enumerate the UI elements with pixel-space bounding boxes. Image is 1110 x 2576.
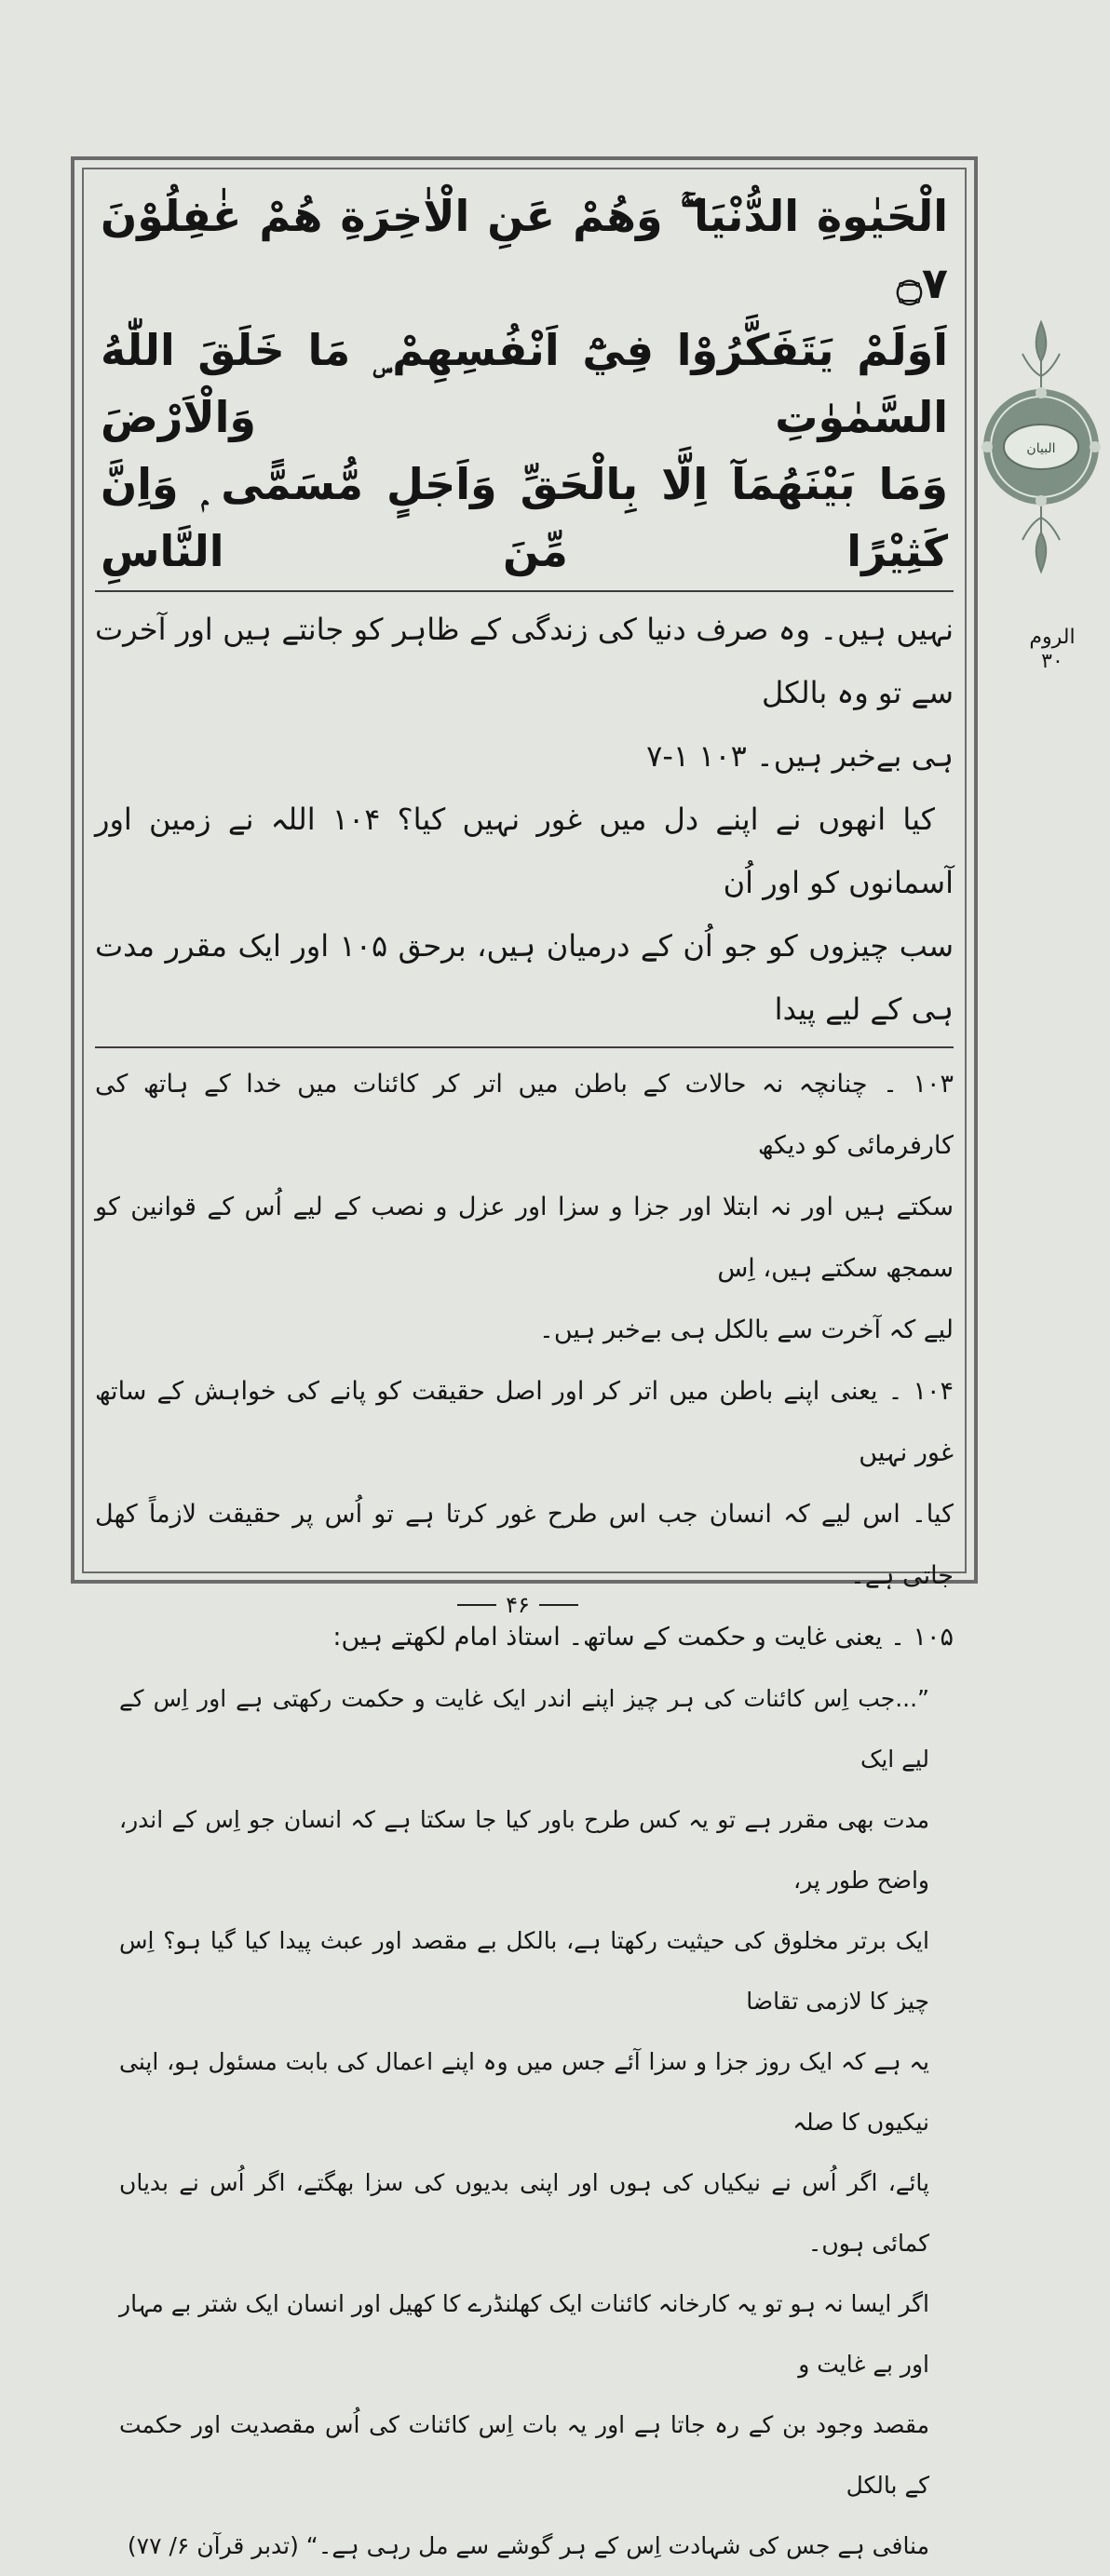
translation-line: سب چیزوں کو جو اُن کے درمیان ہیں، برحق ۱۰۵ اور ایک مقرر مدت ہی کے لیے پیدا — [95, 928, 954, 1027]
footnotes — [95, 1054, 954, 2576]
surah-number: ۳۰ — [1041, 650, 1063, 673]
footnote-line: لیے کہ آخرت سے بالکل ہی بےخبر ہیں۔ — [539, 1315, 954, 1344]
quote-line: مقصد وجود بن کے رہ جاتا ہے اور یہ بات اِس کائنات کی اُس مقصدیت اور حکمت کے بالکل — [119, 2411, 929, 2499]
page-number-dash — [457, 1604, 496, 1606]
block-quote — [95, 1668, 954, 2576]
page-number — [443, 1592, 592, 1618]
footnote-line: کیا۔ اس لیے کہ انسان جب اس طرح غور کرتا ہے تو اُس پر حقیقت لازماً کھل جاتی ہے۔ — [95, 1500, 954, 1590]
medallion-inscription: البیان — [1026, 441, 1056, 456]
quran-arabic-text — [95, 182, 954, 585]
arabic-line-1: الْحَيٰوةِ الدُّنْيَا ۚۖ وَهُمْ عَنِ الْاٰخِرَةِ هُمْ غٰفِلُوْنَ ۝٧ — [101, 191, 948, 308]
translation-line: کیا انھوں نے اپنے دل میں غور نہیں کیا؟ ۱۰۴ اللہ نے زمین اور آسمانوں کو اور اُن — [95, 802, 954, 900]
page-number-text: ۴۶ — [506, 1592, 530, 1618]
quote-line: پائے، اگر اُس نے نیکیاں کی ہوں اور اپنی بدیوں کی سزا بھگتے، اگر اُس نے بدیاں کمائی ہوں۔ — [119, 2169, 929, 2257]
footnote-105: ۱۰۵ ۔ یعنی غایت و حکمت کے ساتھ۔ استاذ امام لکھتے ہیں: — [332, 1623, 954, 1652]
quote-line: یہ ہے کہ ایک روز جزا و سزا آئے جس میں وہ اپنے اعمال کی بابت مسئول ہو، اپنی نیکیوں کا صلہ — [119, 2048, 929, 2136]
decorative-medallion-icon — [981, 317, 1101, 577]
page-number-dash — [539, 1604, 578, 1606]
section-divider — [95, 1046, 954, 1048]
quote-line: مدت بھی مقرر ہے تو یہ کس طرح باور کیا جا سکتا ہے کہ انسان جو اِس کے اندر، واضح طور پر، — [119, 1806, 929, 1894]
translation-line: ہی بےخبر ہیں۔ ۱۰۳ ۱-۷ — [646, 738, 954, 774]
section-divider — [95, 590, 954, 592]
footnote-line: سکتے ہیں اور نہ ابتلا اور جزا و سزا اور عزل و نصب کے لیے اُس کے قوانین کو سمجھ سکتے ہیں، اِس — [95, 1193, 954, 1283]
quote-line: اگر ایسا نہ ہو تو یہ کارخانہ کائنات ایک کھلنڈرے کا کھیل اور انسان ایک شتر بے مہار اور بے غایت و — [119, 2290, 929, 2378]
quote-line: ایک برتر مخلوق کی حیثیت رکھتا ہے، بالکل بے مقصد اور عبث پیدا کیا گیا ہو؟ اِس چیز کا لازمی تقاضا — [119, 1927, 929, 2015]
quote-line: منافی ہے جس کی شہادت اِس کے ہر گوشے سے مل رہی ہے۔“ (تدبر قرآن ۶/ ۷۷) — [127, 2532, 929, 2559]
surah-side-label — [1022, 626, 1082, 674]
footnote-103: ۱۰۳ ۔ چنانچہ نہ حالات کے باطن میں اتر کر کائنات میں خدا کے ہاتھ کی کارفرمائی کو دیکھ — [95, 1070, 954, 1160]
surah-name: الروم — [1029, 626, 1076, 649]
footnote-104: ۱۰۴ ۔ یعنی اپنے باطن میں اتر کر اور اصل حقیقت کو پانے کی خواہش کے ساتھ غور نہیں — [95, 1377, 954, 1467]
urdu-translation — [95, 598, 954, 1041]
arabic-line-2: اَوَلَمْ يَتَفَكَّرُوْا فِيْٓ اَنْفُسِهِمْ ۣ مَا خَلَقَ اللّٰهُ السَّمٰوٰتِ وَالْاَرْضَ — [101, 325, 948, 442]
translation-line: نہیں ہیں۔ وہ صرف دنیا کی زندگی کے ظاہر کو جانتے ہیں اور آخرت سے تو وہ بالکل — [95, 612, 954, 710]
arabic-line-3: وَمَا بَيْنَهُمَآ اِلَّا بِالْحَقِّ وَاَجَلٍ مُّسَمًّى ۭ وَاِنَّ كَثِيْرًا مِّنَ النَّاسِ — [101, 459, 948, 576]
quote-line: ”...جب اِس کائنات کی ہر چیز اپنے اندر ایک غایت و حکمت رکھتی ہے اور اِس کے لیے ایک — [119, 1685, 929, 1773]
